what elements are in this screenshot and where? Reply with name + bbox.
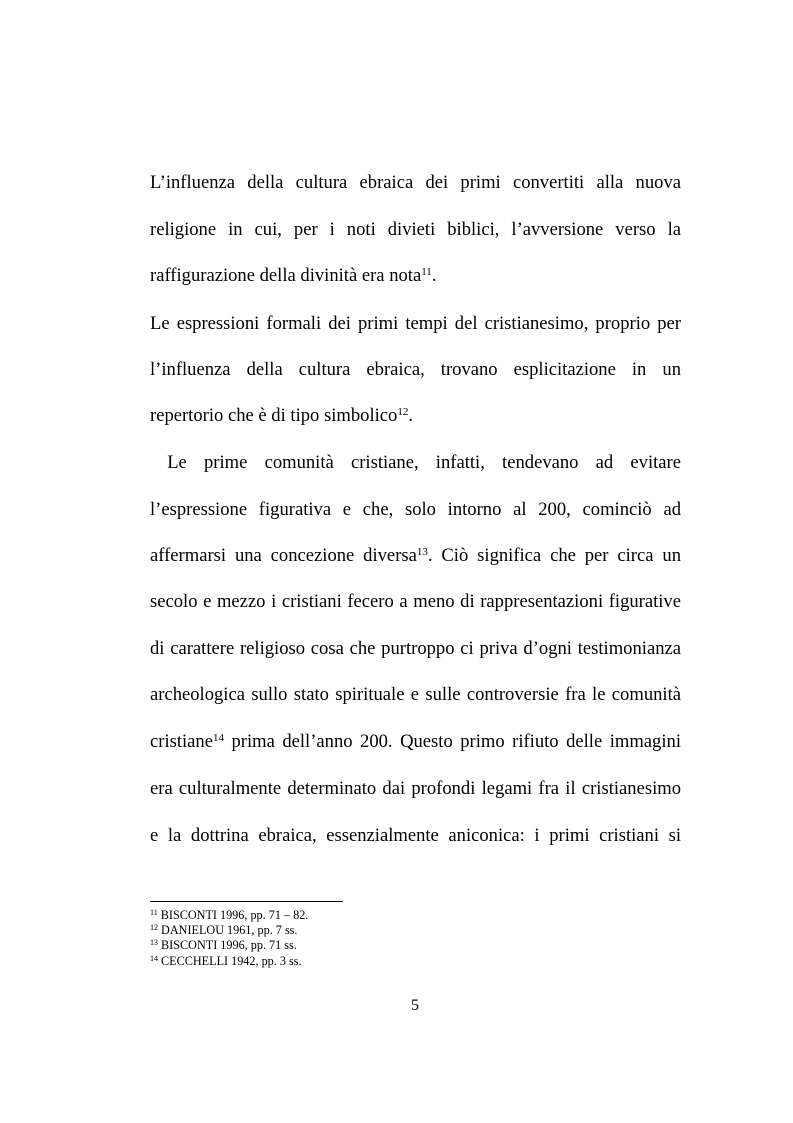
footnote-14 — [150, 954, 302, 968]
body-line-6-end: . — [408, 405, 413, 426]
body-line-4: Le espressioni formali dei primi tempi del cristianesimo, proprio per — [150, 313, 681, 334]
footnote-ref-11[interactable]: 11 — [421, 265, 432, 278]
footnote-12 — [150, 923, 297, 937]
body-line-13 — [150, 731, 681, 753]
body-line-6-text: repertorio che è di tipo simbolico — [150, 405, 398, 426]
body-line-3 — [150, 265, 681, 287]
footnote-ref-12[interactable]: 12 — [397, 405, 409, 418]
footnote-number: 11 — [150, 908, 158, 917]
footnote-ref-14[interactable]: 14 — [212, 731, 224, 744]
body-line-12: archeologica sullo stato spirituale e sulle controversie fra le comunità — [150, 684, 681, 705]
body-line-9-text: affermarsi una concezione diversa — [150, 545, 417, 566]
body-line-9-rest: . Ciò significa che per circa un — [427, 545, 681, 566]
footnote-separator — [150, 901, 343, 902]
body-line-13-rest: prima dell’anno 200. Questo primo rifiuto delle immagini — [223, 731, 681, 752]
body-line-11: di carattere religioso cosa che purtroppo ci priva d’ogni testimonianza — [150, 638, 681, 659]
footnote-11 — [150, 908, 308, 922]
body-line-5: l’influenza della cultura ebraica, trovano esplicitazione in un — [150, 359, 681, 380]
body-line-3-end: . — [431, 265, 437, 286]
body-line-9 — [150, 545, 681, 567]
footnote-text: BISCONTI 1996, pp. 71 ss. — [158, 938, 297, 952]
footnote-number: 14 — [150, 954, 158, 963]
footnote-text: DANIELOU 1961, pp. 7 ss. — [158, 923, 298, 937]
body-line-2: religione in cui, per i noti divieti biblici, l’avversione verso la — [150, 219, 681, 240]
body-line-3-text: raffigurazione della divinità era nota — [150, 265, 422, 286]
body-line-8: l’espressione figurativa e che, solo intorno al 200, cominciò ad — [150, 499, 681, 520]
body-line-14: era culturalmente determinato dai profondi legami fra il cristianesimo — [150, 778, 681, 799]
footnote-text: CECCHELLI 1942, pp. 3 ss. — [158, 954, 302, 968]
footnote-ref-13[interactable]: 13 — [416, 545, 428, 558]
footnote-13 — [150, 938, 297, 952]
body-line-1: L’influenza della cultura ebraica dei primi convertiti alla nuova — [150, 172, 681, 193]
footnote-number: 13 — [150, 938, 158, 947]
body-line-15: e la dottrina ebraica, essenzialmente aniconica: i primi cristiani si — [150, 825, 681, 846]
footnote-number: 12 — [150, 923, 158, 932]
page-number: 5 — [411, 997, 419, 1014]
body-line-13-text: cristiane — [150, 731, 213, 752]
body-line-10: secolo e mezzo i cristiani fecero a meno di rappresentazioni figurative — [150, 591, 681, 612]
body-line-6 — [150, 405, 681, 427]
body-line-7: Le prime comunità cristiane, infatti, tendevano ad evitare — [150, 452, 681, 473]
footnote-text: BISCONTI 1996, pp. 71 – 82. — [157, 908, 309, 922]
